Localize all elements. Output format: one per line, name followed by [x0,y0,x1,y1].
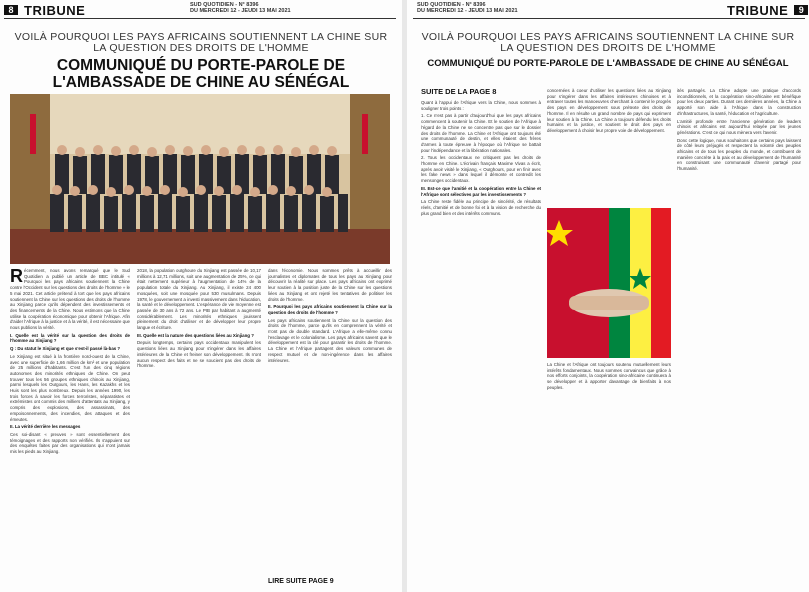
headline-line-1: COMMUNIQUÉ DU PORTE-PAROLE DE [56,57,346,74]
article-kicker: VOILÀ POURQUOI LES PAYS AFRICAINS SOUTIENNENT LA CHINE SUR LA QUESTION DES DROITS DE L'HOMME [14,31,388,54]
right-column-2-bottom [547,362,671,586]
rcol1-body-3: La Chine reste fidèle au principe de sincérité, de résultats réels, d'amitié et de bonne foi et à la vision de recherche du plus grand bien et des intérêts communs. [421,199,541,216]
headline-line-2: L'AMBASSADE DE CHINE AU SÉNÉGAL [52,74,350,91]
col2-question: III. Quelle est la nature des questions liées au Xinjiang ? [137,332,254,338]
rcol2-body: La Chine et l'Afrique ont toujours soutenu mutuellement leurs intérêts fondamentaux. Nous sommes convaincus que grâce à nos efforts conjoints, la coopération sino-africaine continuera à se développer et à apporter davantage de bienfaits à nos peuples. [547,362,671,390]
left-masthead [190,2,291,18]
page-number: 9 [794,5,808,15]
col2-text: 2018, la population ouïghoure du Xinjiang est passée de 10,17 millions à 12,71 millions, soit une augmentation de 25%, ce qui était nettement supérieur à l'augmentation de 14% de la population totale du Xinjiang. Au Xinjiang, il existe 24 400 mosquées, soit une mosquée pour 530 musulmans. Depuis 1978, le gouvernement a investi massivement dans l'éducation, la santé et le développement. L'espérance de vie moyenne est passée de 30 ans à 72 ans. Le PIB par habitant a augmenté considérablement. Les minorités ethniques jouissent pleinement du droit d'utiliser et de développer leur propre langue et écriture. [137,268,261,331]
col3-question: II. Pourquoi les pays africains soutiennent la Chine sur la question des droits de l'homme ? [268,304,392,315]
publication-name: SUD QUOTIDIEN - N° 8396 [417,2,486,8]
left-folio [4,2,85,18]
publication-date: DU MERCREDI 12 - JEUDI 13 MAI 2021 [417,8,518,14]
left-column-3 [268,268,392,574]
rcol1-body-2: 2. Tous les occidentaux ne critiquent pas les droits de l'homme en Chine. L'écrivain français Maxime Vivas a écrit, après avoir visité le Xinjiang, « Ouïghours, pour en finir avec les fake news » dans lequel il démonte et contredit les mensonges occidentaux. [421,155,541,184]
rcol1-question: III. Est-ce que l'amitié et la coopération entre la Chine et l'Afrique sont sélectives par les investissements ? [421,185,541,197]
page-number: 8 [4,5,18,15]
suite-label: SUITE DE LA PAGE 8 [421,87,497,96]
right-masthead [417,2,518,18]
publication-name: SUD QUOTIDIEN - N° 8396 [190,2,259,8]
rcol3-body: L'amitié profonde entre l'ancienne génération de leaders chinois et africains est aujourd'hui relayée par les jeunes générations. C'est ce qui nous mènera vers l'avenir. [677,118,801,135]
left-column-1 [10,268,130,588]
col1-question-2: Q : Du statut le Xinjiang et que s'est-il passé là-bas ? [10,346,121,352]
rubric-title: TRIBUNE [24,2,86,18]
drop-cap: R [10,268,23,286]
col3-body: Les pays africains soutiennent la Chine sur la question des droits de l'homme, parce qu'ils en comprennent la vérité et n'ont pas de double standard. L'Afrique a elle-même connu l'esclavage et le colonialisme. Les pays africains savent que le développement est la clé pour garantir les droits de l'homme. La Chine et l'Afrique partagent des valeurs communes de respect mutuel et de non-ingérence dans les affaires intérieures. [268,317,392,363]
rcol3-body-2: Donc cette logique, nous souhaitons que certains pays laissent de côté leurs préjugés et respectent la volonté des peuples africains et de tous les peuples du monde, et contribuent de manière concrète à la paix et au développement de l'humanité en construisant une communauté d'avenir partagé pour l'humanité. [677,137,801,172]
right-folio [727,2,808,18]
group-photo-icon [10,94,390,264]
article-headline: COMMUNIQUÉ DU PORTE-PAROLE DE L'AMBASSADE DE CHINE AU SÉNÉGAL [427,58,789,69]
rcol3-text: ités partagés. La Chine adopte une pratique d'accords inconditionnels, et la coopération sino-africaine est bénéfique pour les deux parties. Durant ces dernières années, la Chine a apporté son aide à l'Afrique dans la construction d'infrastructures, la santé, l'éducation et l'agriculture. [677,88,801,116]
col3-text: dans l'économie. Nous sommes prêts à accueillir des journalistes et diplomates de tous les pays au Xinjiang pour découvrir la réalité sur place. Les pays africains ont exprimé leur soutien à la position juste de la Chine sur les questions liées au Xinjiang et ont rejeté les tentatives de politiser les droits de l'homme. [268,268,392,302]
handshake-photo [547,208,671,358]
left-column-2 [137,268,261,588]
article-photo [10,94,390,264]
col1-question-1: I. Quelle est la vérité sur la question des droits de l'homme au Xinjiang ? [10,332,130,344]
header-rule [413,18,805,19]
right-column-2-top [547,88,671,204]
lire-suite-link[interactable]: LIRE SUITE PAGE 9 [268,578,334,585]
col1-body-2: Ces soi-disant « preuves » sont essentiellement des témoignages et des rapports non vérifiés. Ils s'appuient sur des enquêtes faites par des organisations qui n'ont jamais mis les pieds au Xinjiang. [10,431,130,455]
flags-photo-icon [547,208,671,358]
right-page [407,0,809,592]
rubric-title: TRIBUNE [727,2,789,18]
col1-body: Le Xinjiang est situé à la frontière nord-ouest de la Chine, avec une superficie de 1,66 million de km² et une population de 25 millions d'habitants. C'est l'un des cinq régions autonomes des minorités ethniques de Chine. On peut trouver tous les 56 groupes ethniques chinois au Xinjiang, parmi lesquels les Ouïgours, les Hans, les Kazakhs et les Huis sont les plus nombreux. Depuis les années 1990, les trois forces à savoir les forces terroristes, séparatistes et extrémistes ont commis des milliers d'attentats au Xinjiang, y compris des explosions, des assassinats, des empoisonnements, des incendies, des attaques et des émeutes. [10,353,130,422]
col2-body: Depuis longtemps, certains pays occidentaux manipulent les questions liées au Xinjiang pour s'ingérer dans les affaires intérieures de la Chine et freiner son développement. Ils n'ont aucun respect des faits et ne se soucient pas des droits de l'homme. [137,340,261,369]
right-column-1 [421,100,541,585]
rcol2-text: concernées à coeur d'utiliser les questions liées au Xinjiang pour s'ingérer dans les affaires intérieures chinoises et à entraver toutes les manoeuvres cherchant à contenir le progrès des pays en développement sous prétexte des droits de l'homme. Il en résulte un grand nombre de pays qui expriment leur soutien à la Chine. La Chine a toujours défendu les droits humains et la justice, et soutient le droit des pays en développement à choisir leur propre voie de développement. [547,88,671,133]
col1-text: écemment, nous avons remarqué que le Sud Quotidien a publié un article de BBC intitulé « Pourquoi les pays africains soutiennent la Chine contre l'Occident sur les questions des droits de l'homme » le 5 mai 2021. Cet article prétend à tort que les pays africains soutiennent la Chine sur les questions des droits de l'homme au Xinjiang parce qu'ils dépendent des investissements et des financements de la Chine. Nous estimons que la Chine utilise la coopération économique pour obtenir l'Afrique. Afin d'aider l'Afrique à la justice et à la vérité, il est nécessaire que nous publions la vérité. [10,268,130,331]
article-kicker: VOILÀ POURQUOI LES PAYS AFRICAINS SOUTIENNENT LA CHINE SUR LA QUESTION DES DROITS DE L'HOMME [421,31,795,54]
col1-question-3: II. La vérité derrière les messages [10,424,81,430]
rcol1-intro: Quant à l'appui de l'Afrique vers la Chine, nous sommes à souligner trois points : [421,100,541,111]
header-rule [4,18,396,19]
left-page [0,0,402,592]
publication-date: DU MERCREDI 12 - JEUDI 13 MAI 2021 [190,8,291,14]
right-column-3 [677,88,801,586]
rcol1-body: 1. Ce n'est pas à partir d'aujourd'hui que les pays africains commencent à soutenir la Chine. Et le soutien de l'Afrique à l'égard de la Chine ne se concentre pas que sur le dossier des droits de l'homme. La Chine et l'Afrique ont toujours été une communauté de destin, et elles étaient des frères d'armes à toute épreuve à l'époque où l'Afrique se battait pour l'indépendance et la libération nationales. [421,113,541,153]
